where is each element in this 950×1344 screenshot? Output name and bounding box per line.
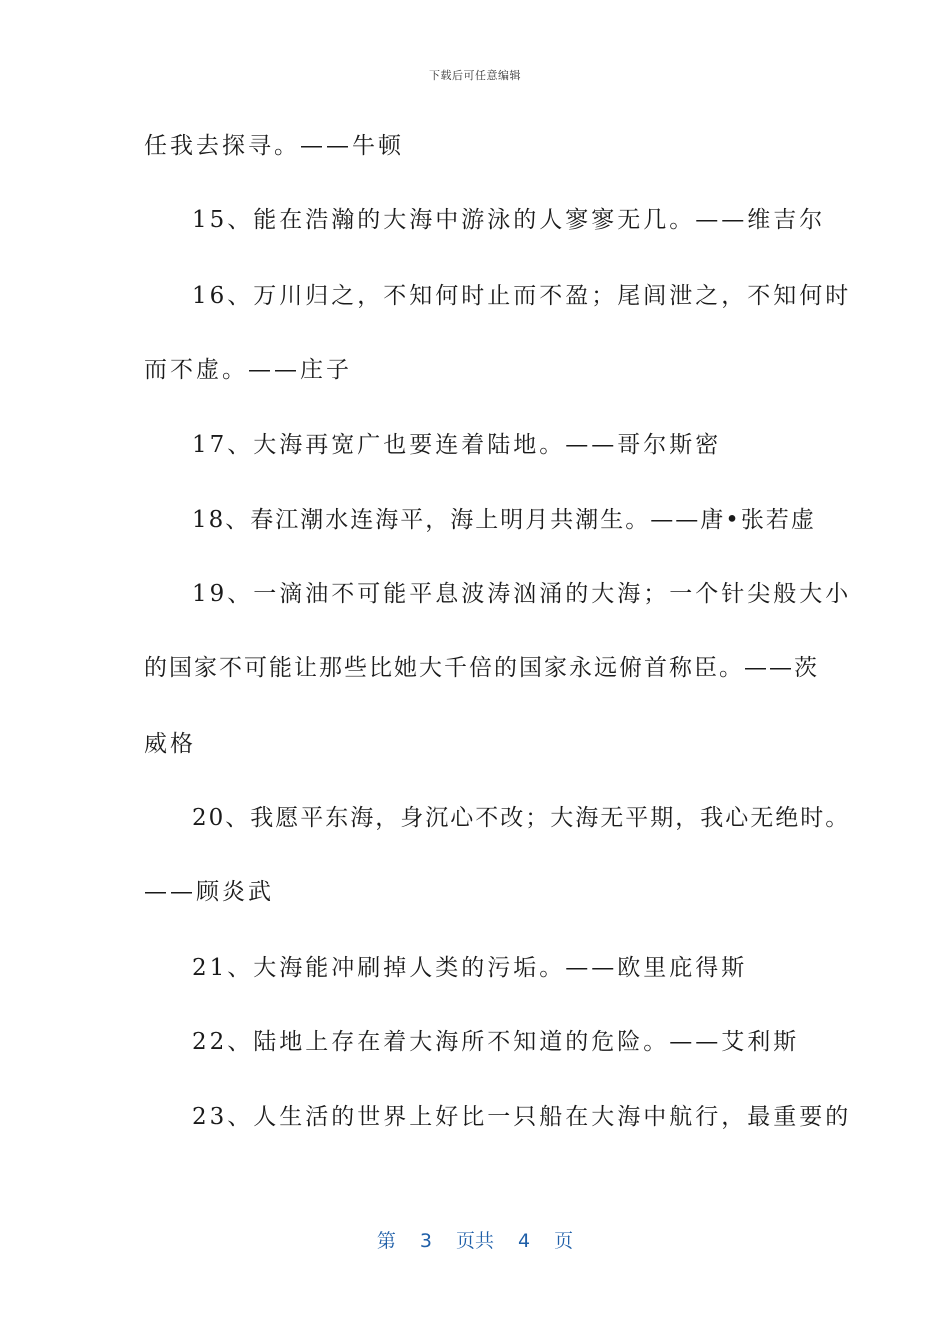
total-pages-number: 4 [518, 1230, 531, 1252]
quote-23: 23、人生活的世界上好比一只船在大海中航行，最重要的 [192, 1104, 852, 1130]
text-line: ——顾炎武 [144, 879, 274, 905]
quote-16: 16、万川归之，不知何时止而不盈；尾闾泄之，不知何时 [192, 283, 852, 309]
header-note: 下载后可任意编辑 [429, 69, 521, 82]
text-line: 而不虚。——庄子 [144, 357, 352, 383]
footer-suffix: 页 [554, 1230, 574, 1252]
quote-22: 22、陆地上存在着大海所不知道的危险。——艾利斯 [192, 1029, 800, 1055]
current-page-number: 3 [419, 1230, 432, 1252]
quote-19: 19、一滴油不可能平息波涛汹涌的大海；一个针尖般大小 [192, 581, 852, 607]
text-line: 威格 [144, 731, 196, 757]
quote-20: 20、我愿平东海，身沉心不改；大海无平期，我心无绝时。 [192, 805, 851, 831]
quote-18: 18、春江潮水连海平，海上明月共潮生。——唐•张若虚 [192, 507, 816, 533]
quote-15: 15、能在浩瀚的大海中游泳的人寥寥无几。——维吉尔 [192, 207, 826, 233]
footer-middle: 页共 [455, 1230, 494, 1252]
text-line: 的国家不可能让那些比她大千倍的国家永远俯首称臣。——茨 [144, 655, 819, 681]
quote-17: 17、大海再宽广也要连着陆地。——哥尔斯密 [192, 432, 722, 458]
footer-prefix: 第 [376, 1230, 396, 1252]
text-line: 任我去探寻。——牛顿 [144, 133, 404, 159]
quote-21: 21、大海能冲刷掉人类的污垢。——欧里庇得斯 [192, 955, 748, 981]
page-footer [0, 1226, 950, 1253]
